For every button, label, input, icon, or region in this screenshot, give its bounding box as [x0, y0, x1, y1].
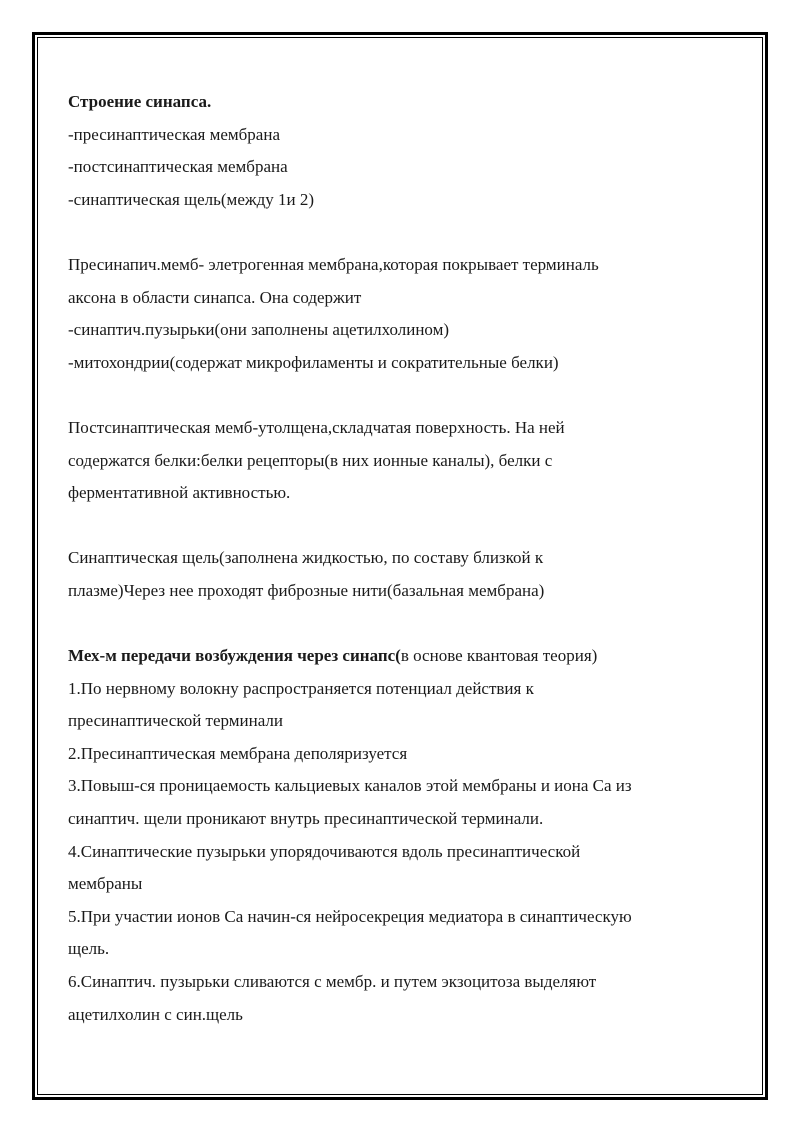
- paragraph-line: ферментативной активностью.: [68, 483, 291, 503]
- paragraph-line: плазме)Через нее проходят фиброзные нити(базальная мембрана): [68, 580, 545, 600]
- list-item: -митохондрии(содержат микрофиламенты и сократительные белки): [68, 352, 559, 372]
- paragraph-gap: [68, 608, 728, 641]
- section-heading: Строение синапса.: [68, 92, 212, 111]
- paragraph-line: аксона в области синапса. Она содержит: [68, 287, 362, 307]
- step-line: 1.По нервному волокну распространяется потенциал действия к: [68, 678, 534, 698]
- paragraph-line: Постсинаптическая мемб-утолщена,складчатая поверхность. На ней: [68, 417, 565, 437]
- step-line: щель.: [68, 939, 110, 959]
- paragraph-gap: [68, 216, 728, 249]
- section-heading: [68, 640, 728, 673]
- list-item: -постсинаптическая мембрана: [68, 157, 288, 177]
- paragraph-line: Синаптическая щель(заполнена жидкостью, по составу близкой к: [68, 548, 544, 568]
- step-line: 5.При участии ионов Са начин-ся нейросекреция медиатора в синаптическую: [68, 906, 632, 926]
- step-line: 3.Повыш-ся проницаемость кальциевых каналов этой мембраны и иона Са из: [68, 776, 632, 796]
- step-line: 4.Синаптические пузырьки упорядочиваются вдоль пресинаптической: [68, 841, 581, 861]
- list-item: -синаптическая щель(между 1и 2): [68, 189, 315, 209]
- step-line: ацетилхолин с син.щель: [68, 1004, 243, 1024]
- step-line: пресинаптической терминали: [68, 711, 284, 731]
- paragraph-line: Пресинапич.мемб- элетрогенная мембрана,которая покрывает терминаль: [68, 254, 599, 274]
- step-line: 6.Синаптич. пузырьки сливаются с мембр. и путем экзоцитоза выделяют: [68, 972, 597, 992]
- section-heading-bold: Мех-м передачи возбуждения через синапс(: [68, 646, 401, 666]
- step-line: синаптич. щели проникают внутрь пресинаптической терминали.: [68, 809, 544, 829]
- list-item: -синаптич.пузырьки(они заполнены ацетилхолином): [68, 320, 450, 340]
- step-line: 2.Пресинаптическая мембрана деполяризуется: [68, 743, 408, 763]
- step-line: мембраны: [68, 874, 143, 894]
- paragraph-gap: [68, 379, 728, 412]
- paragraph-line: содержатся белки:белки рецепторы(в них ионные каналы), белки с: [68, 450, 553, 470]
- list-item: -пресинаптическая мембрана: [68, 124, 280, 144]
- section-heading-rest: в основе квантовая теория): [400, 646, 598, 666]
- document-body: [68, 86, 728, 1031]
- paragraph-gap: [68, 510, 728, 543]
